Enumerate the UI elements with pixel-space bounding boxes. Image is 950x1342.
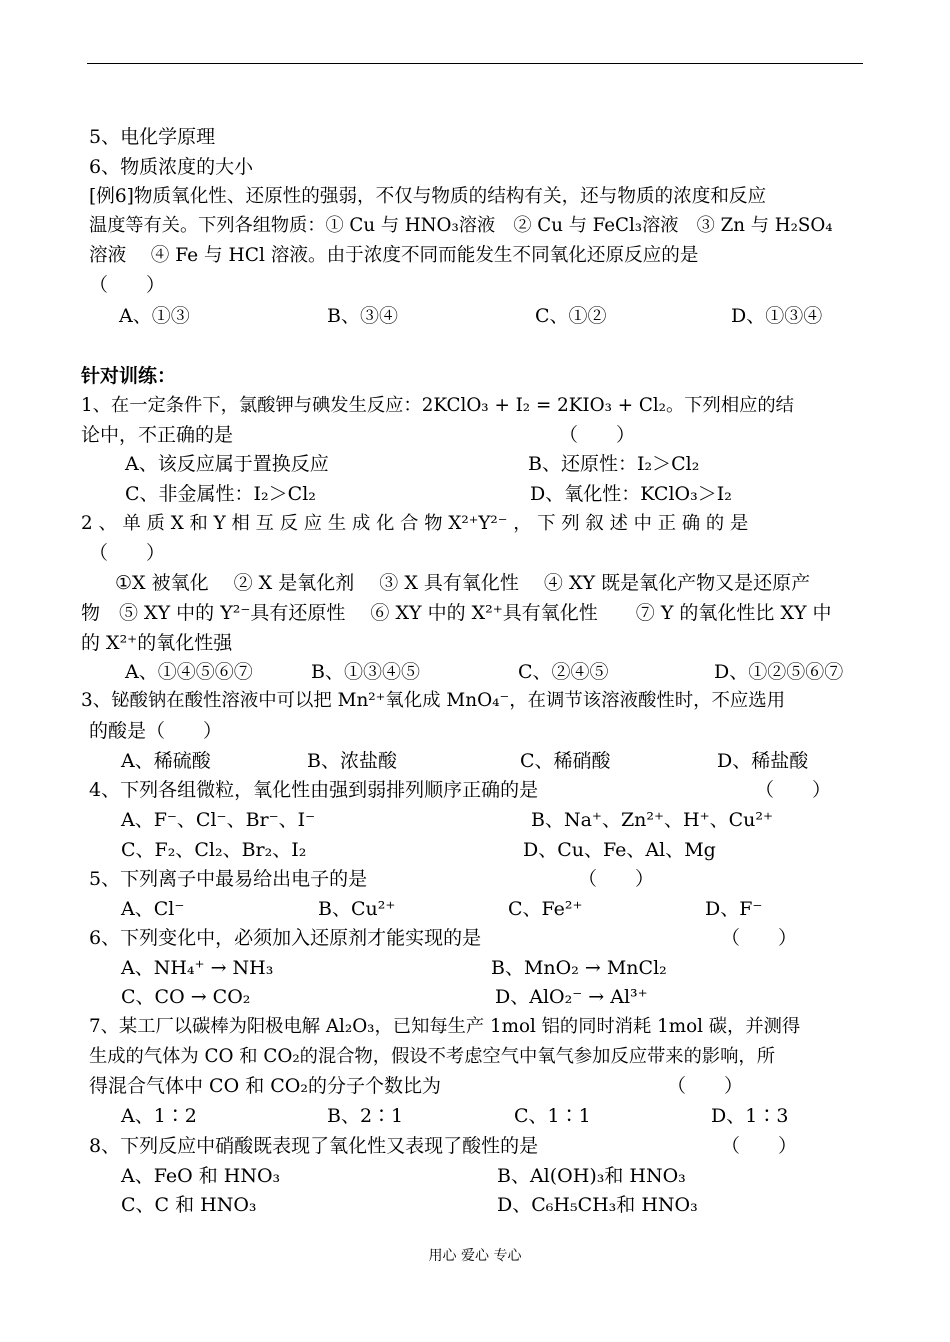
training-heading: 针对训练： (81, 365, 177, 387)
q1-option-d: D、氧化性：KClO₃＞I₂ (530, 483, 732, 505)
q2-option-a: A、①④⑤⑥⑦ (125, 661, 253, 683)
q8-option-c: C、C 和 HNO₃ (121, 1194, 257, 1216)
q1-option-a: A、该反应属于置换反应 (125, 453, 329, 475)
q2-option-b: B、①③④⑤ (311, 661, 420, 683)
q8-paren: （ ） (721, 1135, 798, 1157)
q4-option-c: C、F₂、Cl₂、Br₂、I₂ (121, 839, 307, 861)
q5-option-c: C、Fe²⁺ (508, 898, 583, 920)
q6-option-a: A、NH₄⁺ → NH₃ (121, 957, 274, 979)
q5-option-d: D、F⁻ (705, 898, 763, 920)
q7-option-d: D、1∶3 (711, 1105, 789, 1127)
example6-option-a: A、①③ (119, 305, 190, 327)
section-6-heading: 6、物质浓度的大小 (89, 156, 254, 178)
q2-line1: 2 、 单 质 X 和 Y 相 互 反 应 生 成 化 合 物 X²⁺Y²⁻ ， 下 列 叙 述 中 正 确 的 是 (81, 513, 749, 534)
q6-option-d: D、AlO₂⁻ → Al³⁺ (495, 986, 648, 1008)
q4-paren: （ ） (755, 779, 832, 801)
q3-option-a: A、稀硫酸 (121, 750, 211, 772)
q1-line1: 1、在一定条件下，氯酸钾与碘发生反应：2KClO₃ + I₂ = 2KIO₃ + Cl₂。下列相应的结 (81, 395, 794, 416)
q5-line1: 5、下列离子中最易给出电子的是 (89, 868, 368, 890)
section-5-heading: 5、电化学原理 (89, 126, 216, 148)
q6-option-c: C、CO → CO₂ (121, 986, 251, 1008)
q4-option-b: B、Na⁺、Zn²⁺、H⁺、Cu²⁺ (531, 809, 774, 831)
q8-option-d: D、C₆H₅CH₃和 HNO₃ (497, 1194, 698, 1216)
q8-option-a: A、FeO 和 HNO₃ (121, 1165, 281, 1187)
example6-option-b: B、③④ (327, 305, 398, 327)
q6-option-b: B、MnO₂ → MnCl₂ (491, 957, 667, 979)
q2-line5: 的 X²⁺的氧化性强 (81, 632, 233, 654)
q2-paren: （ ） (89, 542, 166, 564)
q1-option-c: C、非金属性：I₂＞Cl₂ (125, 483, 316, 505)
example6-paren: （ ） (89, 274, 166, 296)
example6-line1: [例6]物质氧化性、还原性的强弱，不仅与物质的结构有关，还与物质的浓度和反应 (89, 186, 767, 207)
q4-option-a: A、F⁻、Cl⁻、Br⁻、I⁻ (121, 809, 316, 831)
q7-option-c: C、1∶1 (514, 1105, 591, 1127)
q1-line2: 论中，不正确的是 (81, 424, 234, 446)
example6-line3: 溶液 ④ Fe 与 HCl 溶液。由于浓度不同而能发生不同氧化还原反应的是 (89, 245, 699, 266)
q7-option-a: A、1∶2 (121, 1105, 197, 1127)
q5-option-a: A、Cl⁻ (121, 898, 185, 920)
example6-line2: 温度等有关。下列各组物质：① Cu 与 HNO₃溶液 ② Cu 与 FeCl₃溶液 ③ Zn 与 H₂SO₄ (89, 215, 833, 236)
q3-option-b: B、浓盐酸 (307, 750, 397, 772)
q3-option-d: D、稀盐酸 (717, 750, 809, 772)
q8-line1: 8、下列反应中硝酸既表现了氧化性又表现了酸性的是 (89, 1135, 539, 1157)
q4-option-d: D、Cu、Fe、Al、Mg (523, 839, 716, 861)
q2-line3: ①X 被氧化 ② X 是氧化剂 ③ X 具有氧化性 ④ XY 既是氧化产物又是还原产 (115, 572, 811, 594)
q7-line2: 生成的气体为 CO 和 CO₂的混合物，假设不考虑空气中氧气参加反应带来的影响，所 (89, 1046, 775, 1067)
q4-line1: 4、下列各组微粒，氧化性由强到弱排列顺序正确的是 (89, 779, 539, 801)
q2-option-d: D、①②⑤⑥⑦ (714, 661, 844, 683)
q7-line3: 得混合气体中 CO 和 CO₂的分子个数比为 (89, 1075, 441, 1097)
q1-option-b: B、还原性：I₂＞Cl₂ (528, 453, 700, 475)
page-footer: 用心 爱心 专心 (428, 1248, 522, 1264)
q7-line1: 7、某工厂以碳棒为阳极电解 Al₂O₃，已知每生产 1mol 铝的同时消耗 1mol 碳，并测得 (89, 1016, 801, 1037)
q1-paren: （ ） (559, 424, 636, 446)
q8-option-b: B、Al(OH)₃和 HNO₃ (497, 1165, 686, 1187)
q6-paren: （ ） (721, 927, 798, 949)
q5-option-b: B、Cu²⁺ (318, 898, 396, 920)
q6-line1: 6、下列变化中，必须加入还原剂才能实现的是 (89, 927, 482, 949)
q2-option-c: C、②④⑤ (518, 661, 609, 683)
q2-line4: 物 ⑤ XY 中的 Y²⁻具有还原性 ⑥ XY 中的 X²⁺具有氧化性 ⑦ Y 的氧化性比 XY 中 (81, 602, 832, 624)
q7-paren: （ ） (667, 1075, 744, 1097)
header-rule (87, 63, 863, 64)
q7-option-b: B、2∶1 (327, 1105, 404, 1127)
example6-option-c: C、①② (535, 305, 607, 327)
q5-paren: （ ） (578, 868, 655, 890)
q3-option-c: C、稀硝酸 (520, 750, 611, 772)
q3-line2: 的酸是（ ） (89, 720, 223, 742)
example6-option-d: D、①③④ (731, 305, 823, 327)
q3-line1: 3、铋酸钠在酸性溶液中可以把 Mn²⁺氧化成 MnO₄⁻，在调节该溶液酸性时，不应选用 (81, 690, 786, 711)
